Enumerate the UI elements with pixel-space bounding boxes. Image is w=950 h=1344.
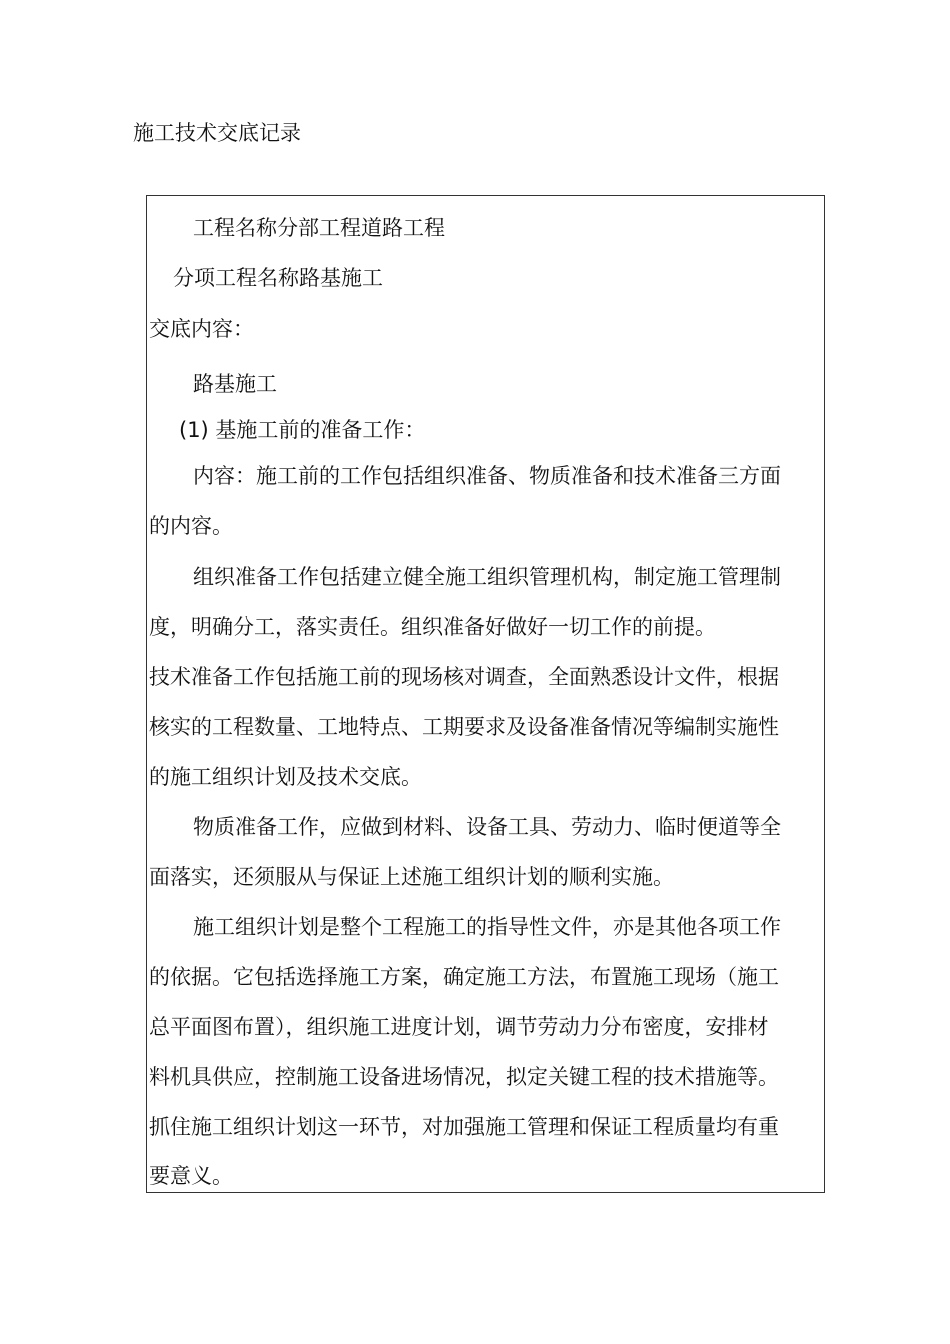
body-line: 料机具供应，控制施工设备进场情况，拟定关键工程的技术措施等。 — [149, 1065, 779, 1089]
body-line: 物质准备工作，应做到材料、设备工具、劳动力、临时便道等全 — [193, 815, 781, 839]
content-label: 交底内容： — [149, 317, 254, 341]
body-line: 的依据。它包括选择施工方案，确定施工方法，布置施工现场（施工 — [149, 965, 779, 989]
body-line: 施工组织计划是整个工程施工的指导性文件，亦是其他各项工作 — [193, 915, 781, 939]
section-heading: 路基施工 — [193, 372, 277, 396]
body-line: 的内容。 — [149, 514, 233, 538]
item-1-heading: (1) 基施工前的准备工作： — [179, 418, 426, 442]
body-line: 的施工组织计划及技术交底。 — [149, 765, 422, 789]
body-line: 抓住施工组织计划这一环节，对加强施工管理和保证工程质量均有重 — [149, 1115, 779, 1139]
body-line: 内容：施工前的工作包括组织准备、物质准备和技术准备三方面 — [193, 464, 781, 488]
sub-project-name-line: 分项工程名称路基施工 — [173, 266, 383, 290]
body-line: 面落实，还须服从与保证上述施工组织计划的顺利实施。 — [149, 865, 674, 889]
disclosure-record-box — [146, 195, 825, 1193]
body-line: 技术准备工作包括施工前的现场核对调查，全面熟悉设计文件，根据 — [149, 665, 779, 689]
body-line: 核实的工程数量、工地特点、工期要求及设备准备情况等编制实施性 — [149, 715, 779, 739]
body-line: 组织准备工作包括建立健全施工组织管理机构，制定施工管理制 — [193, 565, 781, 589]
body-line: 要意义。 — [149, 1164, 233, 1188]
body-line: 总平面图布置），组织施工进度计划，调节劳动力分布密度，安排材 — [149, 1015, 769, 1039]
project-name-line: 工程名称分部工程道路工程 — [193, 216, 445, 240]
body-line: 度，明确分工，落实责任。组织准备好做好一切工作的前提。 — [149, 615, 716, 639]
document-title: 施工技术交底记录 — [133, 121, 301, 145]
